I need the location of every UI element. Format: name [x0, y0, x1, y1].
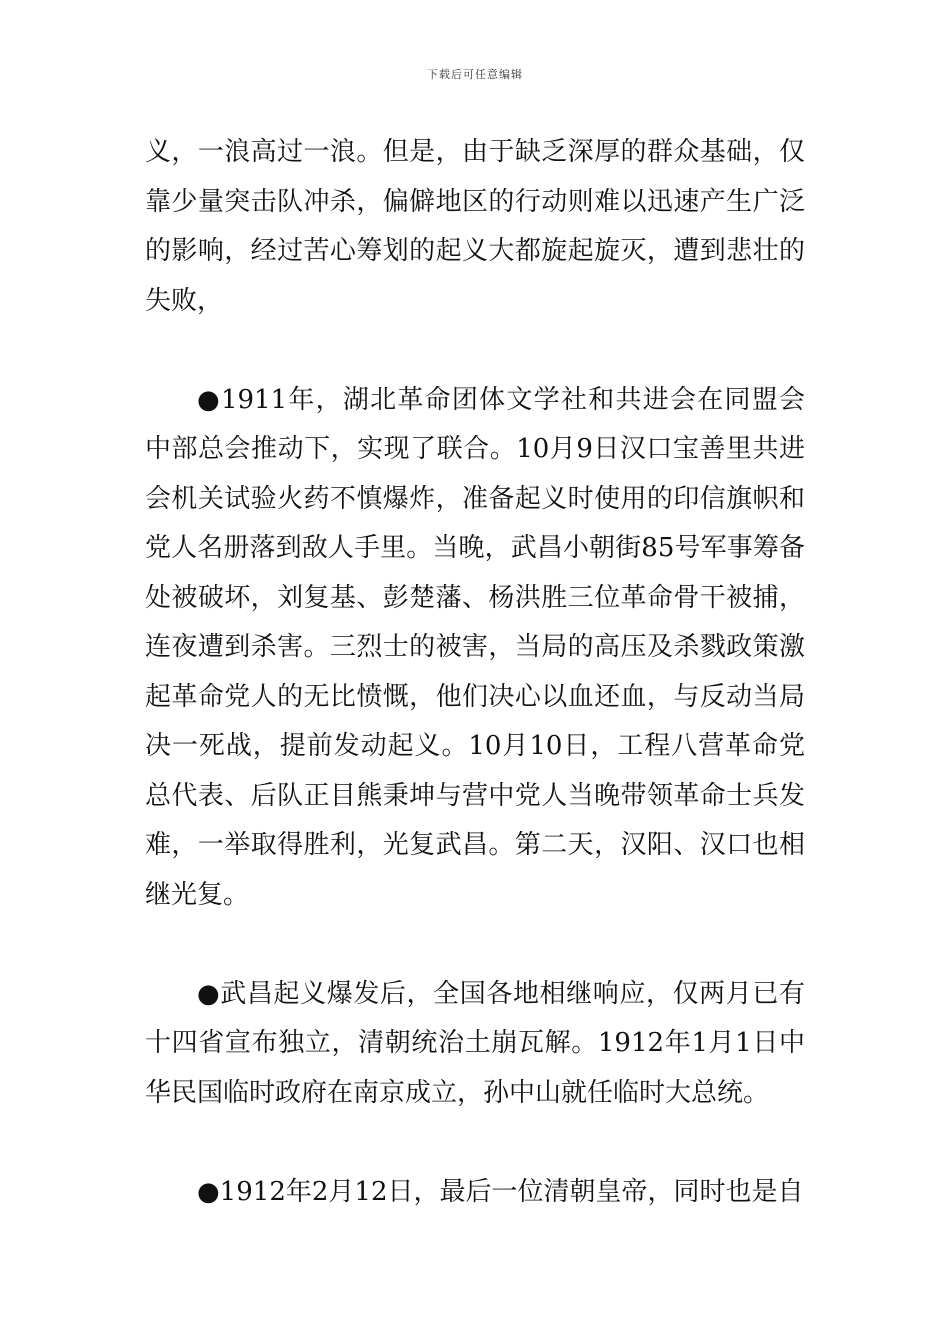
paragraph-gap — [145, 920, 805, 970]
paragraph-1912-emperor: ●1912年2月12日，最后一位清朝皇帝，同时也是自 — [197, 1176, 804, 1207]
paragraph-wuchang-1911: ●1911年，湖北革命团体文学社和共进会在同盟会中部总会推动下，实现了联合。10月9日汉口宝善里共进会机关试验火药不慎爆炸，准备起义时使用的印信旗帜和党人名册落到敌人手里。当晚，武昌小朝街85号军事筹备处被破坏，刘复基、彭楚藩、杨洪胜三位革命骨干被捕，连夜遭到杀害。三烈士的被害，当局的高压及杀戮政策激起革命党人的无比愤慨，他们决心以血还血，与反动当局决一死战，提前发动起义。10月10日，工程八营革命党总代表、后队正目熊秉坤与营中党人当晚带领革命士兵发难，一举取得胜利，光复武昌。第二天，汉阳、汉口也相继光复。 — [145, 384, 805, 910]
document-body — [145, 128, 805, 1217]
paragraph-continuation: 义，一浪高过一浪。但是，由于缺乏深厚的群众基础，仅靠少量突击队冲杀，偏僻地区的行动则难以迅速产生广泛的影响，经过苦心筹划的起义大都旋起旋灭，遭到悲壮的失败， — [145, 137, 805, 316]
paragraph-gap — [145, 326, 805, 376]
paragraph-gap — [145, 1118, 805, 1168]
paragraph-after-uprising: ●武昌起义爆发后，全国各地相继响应，仅两月已有十四省宣布独立，清朝统治土崩瓦解。1912年1月1日中华民国临时政府在南京成立，孙中山就任临时大总统。 — [145, 978, 805, 1108]
page-header: 下载后可任意编辑 — [427, 68, 523, 81]
